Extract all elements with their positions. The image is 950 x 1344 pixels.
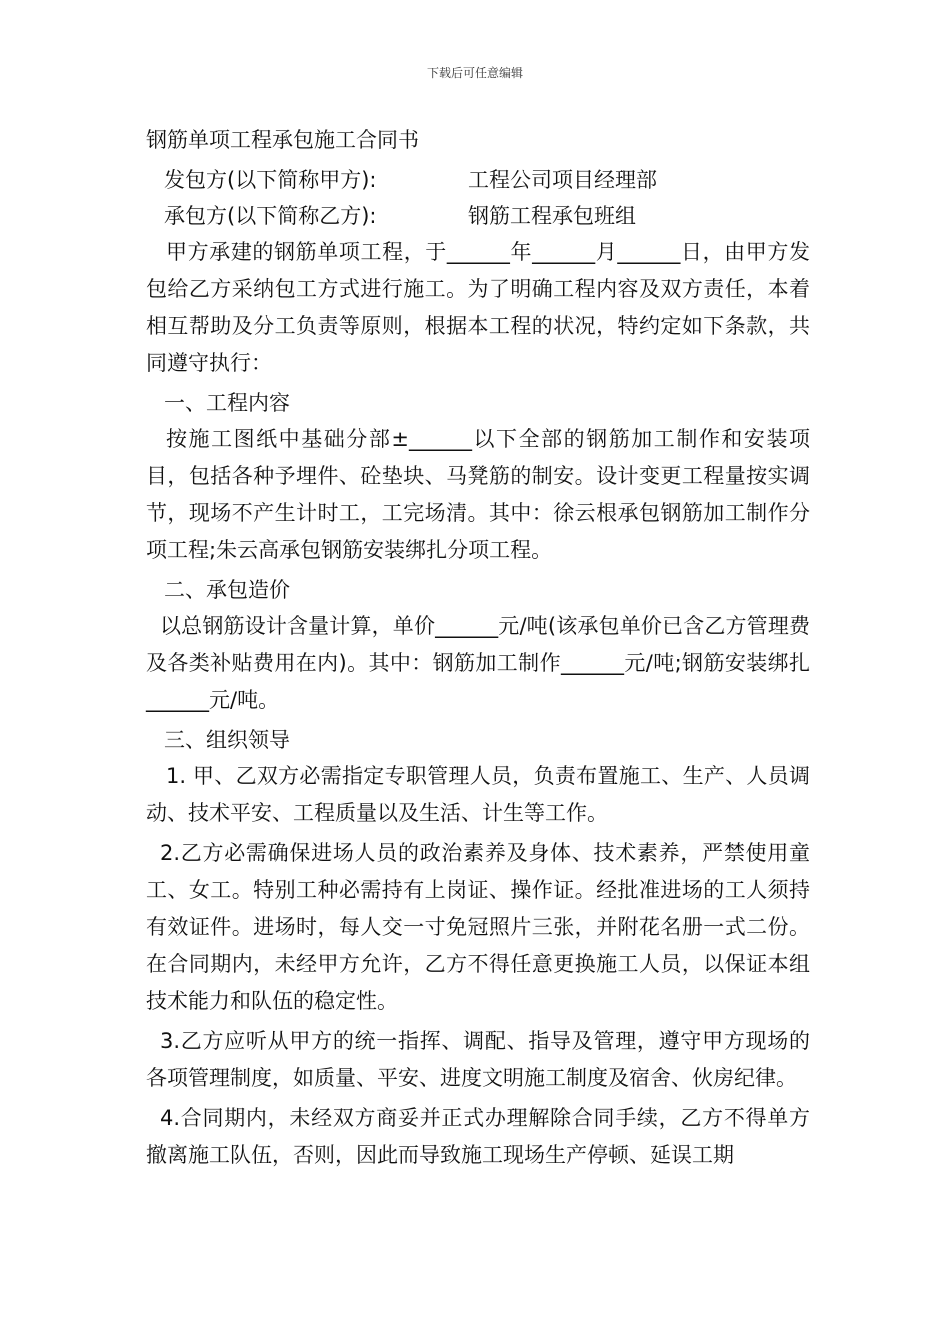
intro-paragraph: 甲方承建的钢筋单项工程，于______年______月______日，由甲方发包给乙方采纳包工方式进行施工。为了明确工程内容及双方责任，本着相互帮助及分工负责等原则，根据本工程的状况，特约定如下条款，共同遵守执行： [146, 240, 810, 375]
section3-item-2: 2.乙方必需确保进场人员的政治素养及身体、技术素养，严禁使用童工、女工。特别工种必需持有上岗证、操作证。经批准进场的工人须持有效证件。进场时，每人交一寸免冠照片三张，并附花名册一式二份。在合同期内，未经甲方允许，乙方不得任意更换施工人员，以保证本组技术能力和队伍的稳定性。 [146, 841, 810, 1013]
section3-heading: 三、组织领导 [164, 728, 290, 752]
contract-document [146, 122, 810, 1177]
section2-heading: 二、承包造价 [164, 578, 290, 602]
section3-item-1: 1. 甲、乙双方必需指定专职管理人员，负责布置施工、生产、人员调动、技术平安、工程质量以及生活、计生等工作。 [146, 764, 810, 825]
section1-heading: 一、工程内容 [164, 391, 290, 415]
party-b-label: 承包方(以下简称乙方): [164, 204, 377, 228]
party-b-value: 钢筋工程承包班组 [468, 204, 636, 228]
party-b-row [146, 198, 810, 234]
party-a-value: 工程公司项目经理部 [468, 168, 657, 192]
section2-paragraph: 以总钢筋设计含量计算，单价______元/吨(该承包单价已含乙方管理费及各类补贴费用在内)。其中：钢筋加工制作______元/吨;钢筋安装绑扎______元/吨。 [146, 614, 810, 712]
section1-paragraph: 按施工图纸中基础分部±______以下全部的钢筋加工制作和安装项目，包括各种予埋件、砼垫块、马凳筋的制安。设计变更工程量按实调节，现场不产生计时工，工完场清。其中：徐云根承包钢筋加工制作分项工程;朱云高承包钢筋安装绑扎分项工程。 [146, 427, 810, 562]
document-title: 钢筋单项工程承包施工合同书 [146, 128, 419, 152]
section3-item-3: 3.乙方应听从甲方的统一指挥、调配、指导及管理，遵守甲方现场的各项管理制度，如质量、平安、进度文明施工制度及宿舍、伙房纪律。 [146, 1029, 810, 1090]
party-a-label: 发包方(以下简称甲方): [164, 168, 377, 192]
page-header: 下载后可任意编辑 [426, 66, 523, 80]
party-a-row [146, 162, 810, 198]
section3-item-4: 4.合同期内，未经双方商妥并正式办理解除合同手续，乙方不得单方撤离施工队伍，否则，因此而导致施工现场生产停顿、延误工期 [146, 1106, 810, 1167]
